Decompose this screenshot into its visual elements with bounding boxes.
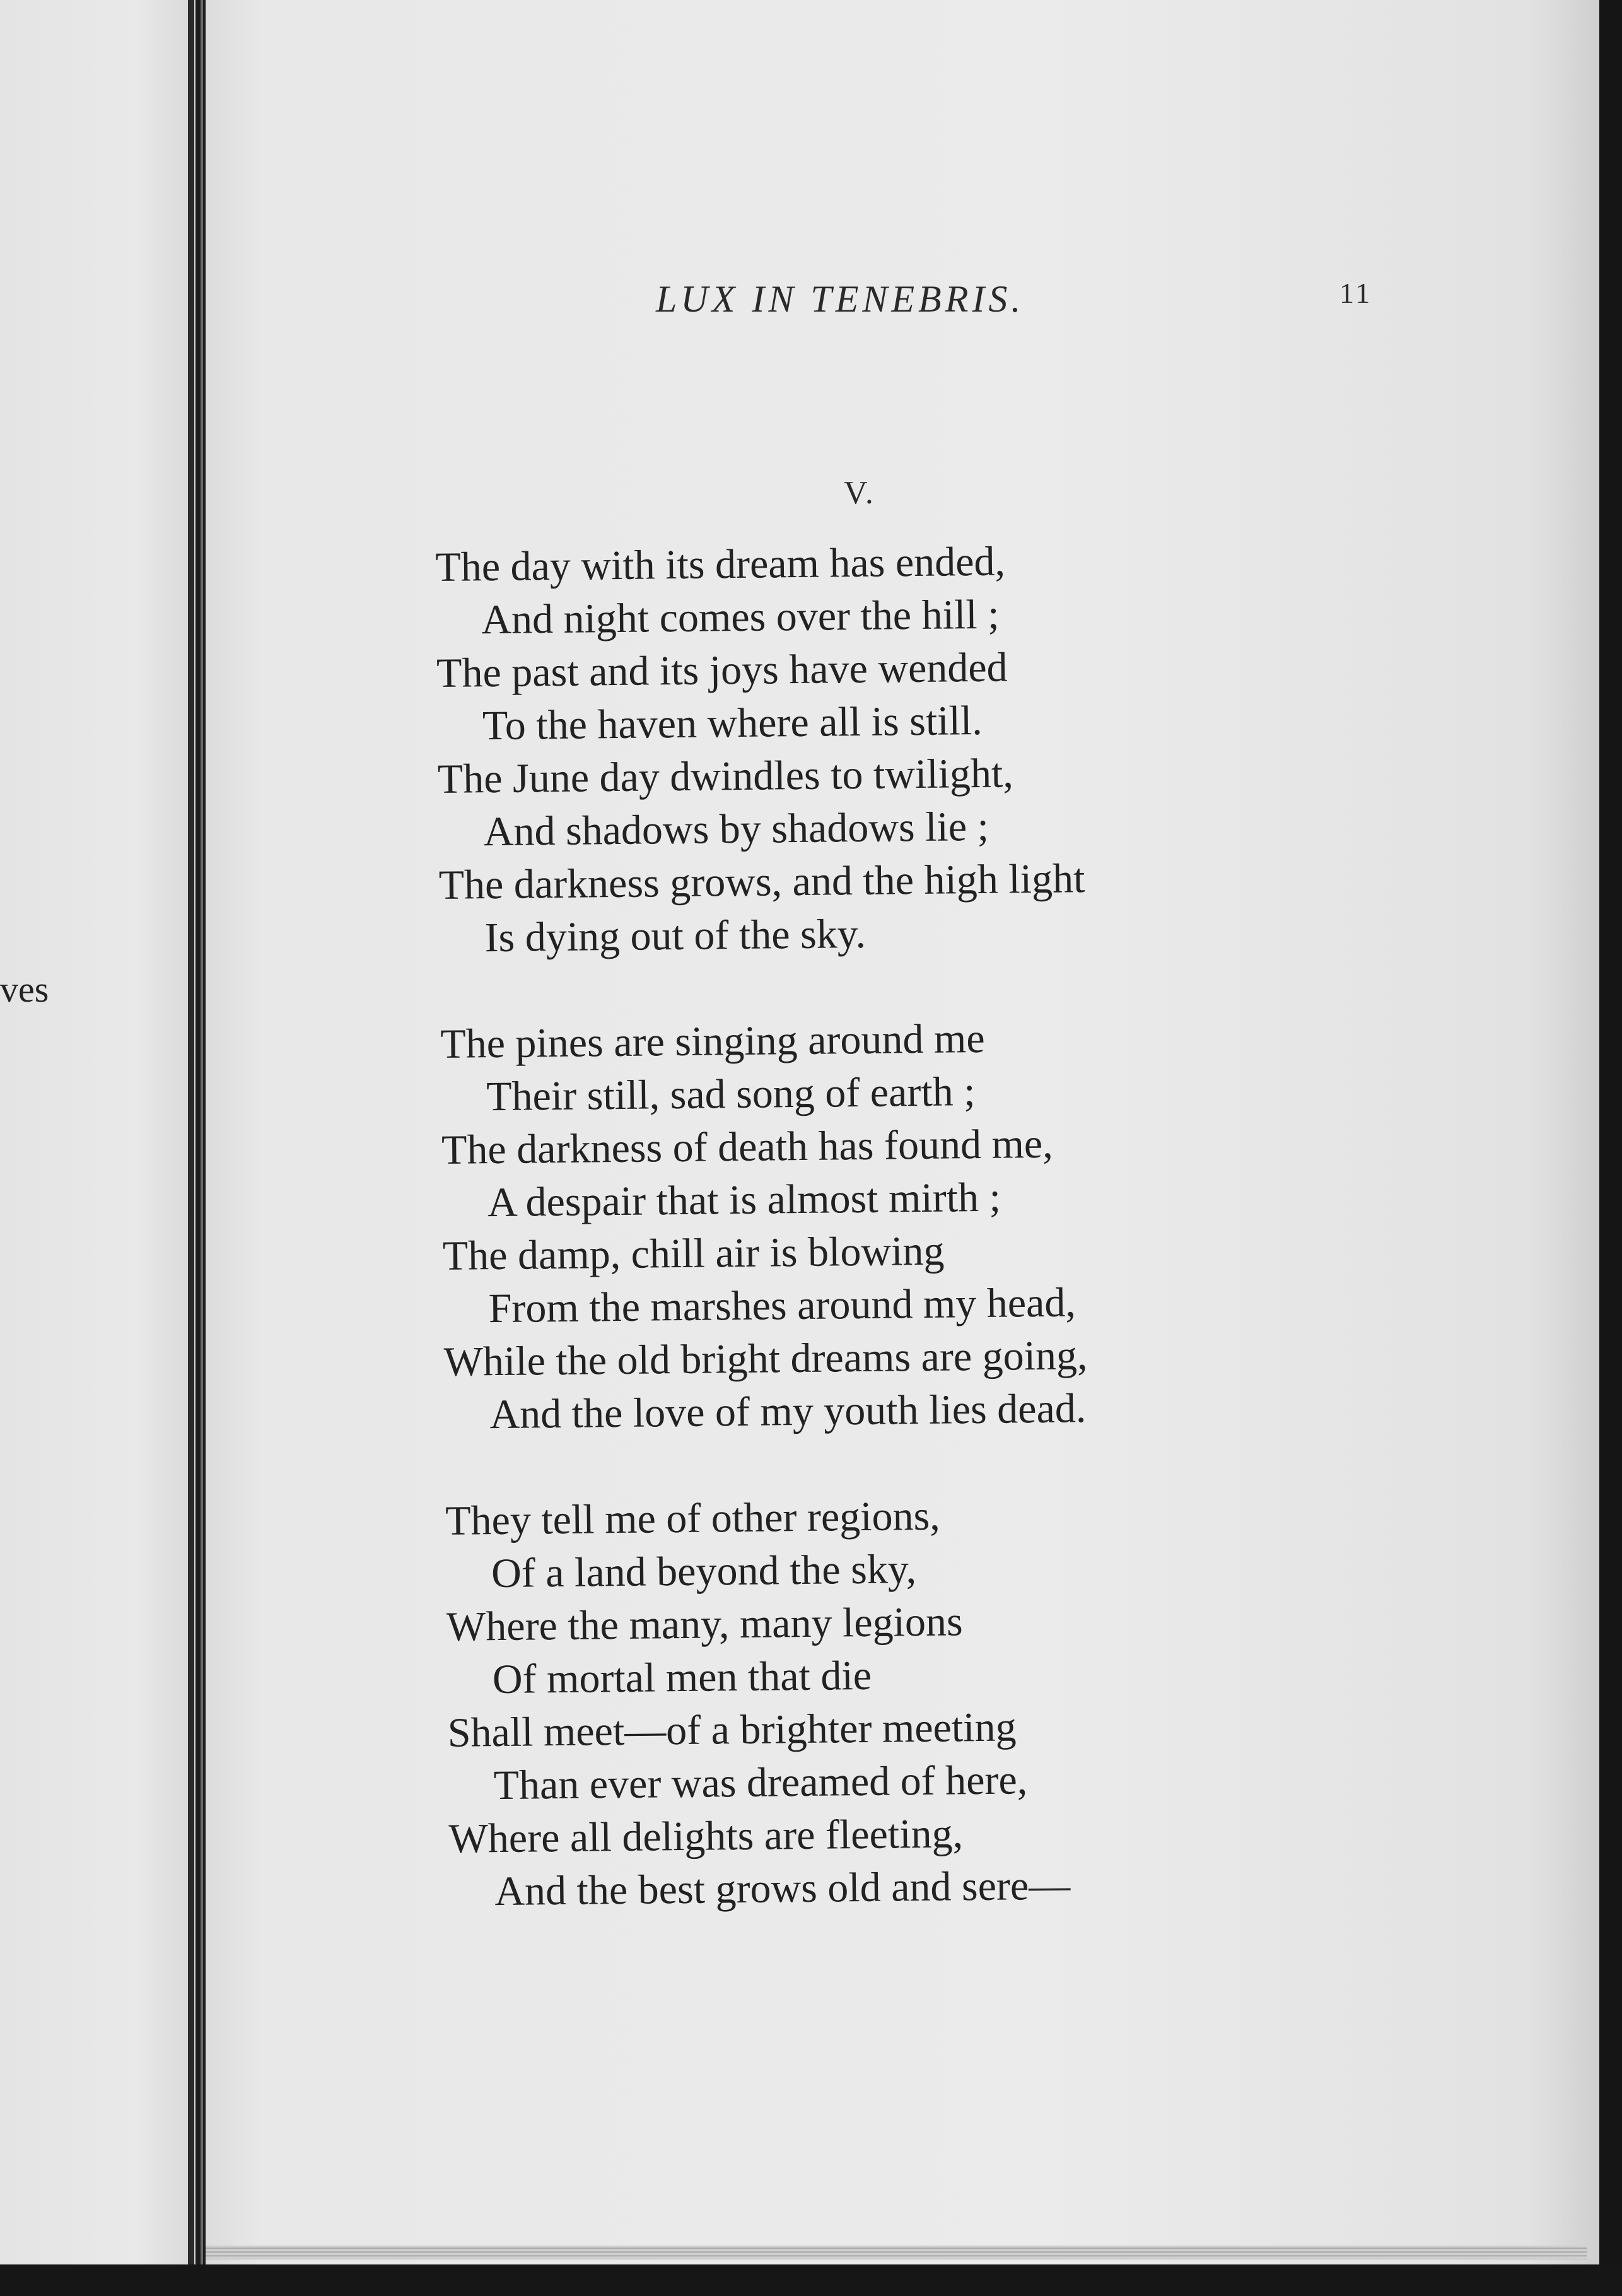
poem-line: Shall meet—of a brighter meeting <box>447 1704 1017 1756</box>
poem-line: And the love of my youth lies dead. <box>489 1385 1087 1438</box>
poem-line: Their still, sad song of earth ; <box>486 1069 976 1120</box>
poem-line: Is dying out of the sky. <box>484 910 866 961</box>
poem-line: The darkness of death has found me, <box>441 1120 1053 1173</box>
scan-background-right <box>1599 0 1622 2296</box>
poem-line: Where all delights are fleeting, <box>448 1810 964 1862</box>
poem-line: Where the many, many legions <box>446 1598 963 1650</box>
poem-line: The day with its dream has ended, <box>435 538 1006 590</box>
poem-line: From the marshes around my head, <box>488 1279 1076 1332</box>
poem-line: The damp, chill air is blowing <box>442 1227 945 1279</box>
poem-line: And night comes over the hill ; <box>481 591 1000 643</box>
left-page <box>0 0 195 2271</box>
poem-line: To the haven where all is still. <box>482 697 983 749</box>
stanza-3 <box>445 1486 1269 1919</box>
poem-line: The darkness grows, and the high light <box>438 855 1085 908</box>
poem-line: Of a land beyond the sky, <box>491 1546 917 1597</box>
poem-line: While the old bright dreams are going, <box>443 1332 1088 1385</box>
poem-line: Of mortal men that die <box>492 1652 872 1703</box>
gutter-edge <box>201 0 203 2271</box>
left-page-text-fragment: ves <box>0 969 49 1010</box>
poem-line: Than ever was dreamed of here, <box>493 1757 1028 1809</box>
poem-line: And shadows by shadows lie ; <box>483 803 989 855</box>
poem-line: They tell me of other regions, <box>445 1492 941 1544</box>
section-number: V. <box>844 475 875 511</box>
stanza-1 <box>435 532 1259 965</box>
scan-background-bottom <box>0 2264 1622 2296</box>
poem-line: A despair that is almost mirth ; <box>487 1174 1001 1226</box>
page-number: 11 <box>1339 277 1373 309</box>
poem-line: The June day dwindles to twilight, <box>437 750 1014 802</box>
poem-line: The pines are singing around me <box>440 1015 985 1067</box>
poem-line: The past and its joys have wended <box>436 644 1008 696</box>
poem-line: And the best grows old and sere— <box>494 1862 1071 1915</box>
poem-body <box>435 532 1270 1971</box>
stanza-2 <box>440 1009 1264 1442</box>
page-stack-edge <box>206 2246 1587 2259</box>
running-title: LUX IN TENEBRIS. <box>656 278 1025 320</box>
gutter-shadow <box>188 0 194 2271</box>
